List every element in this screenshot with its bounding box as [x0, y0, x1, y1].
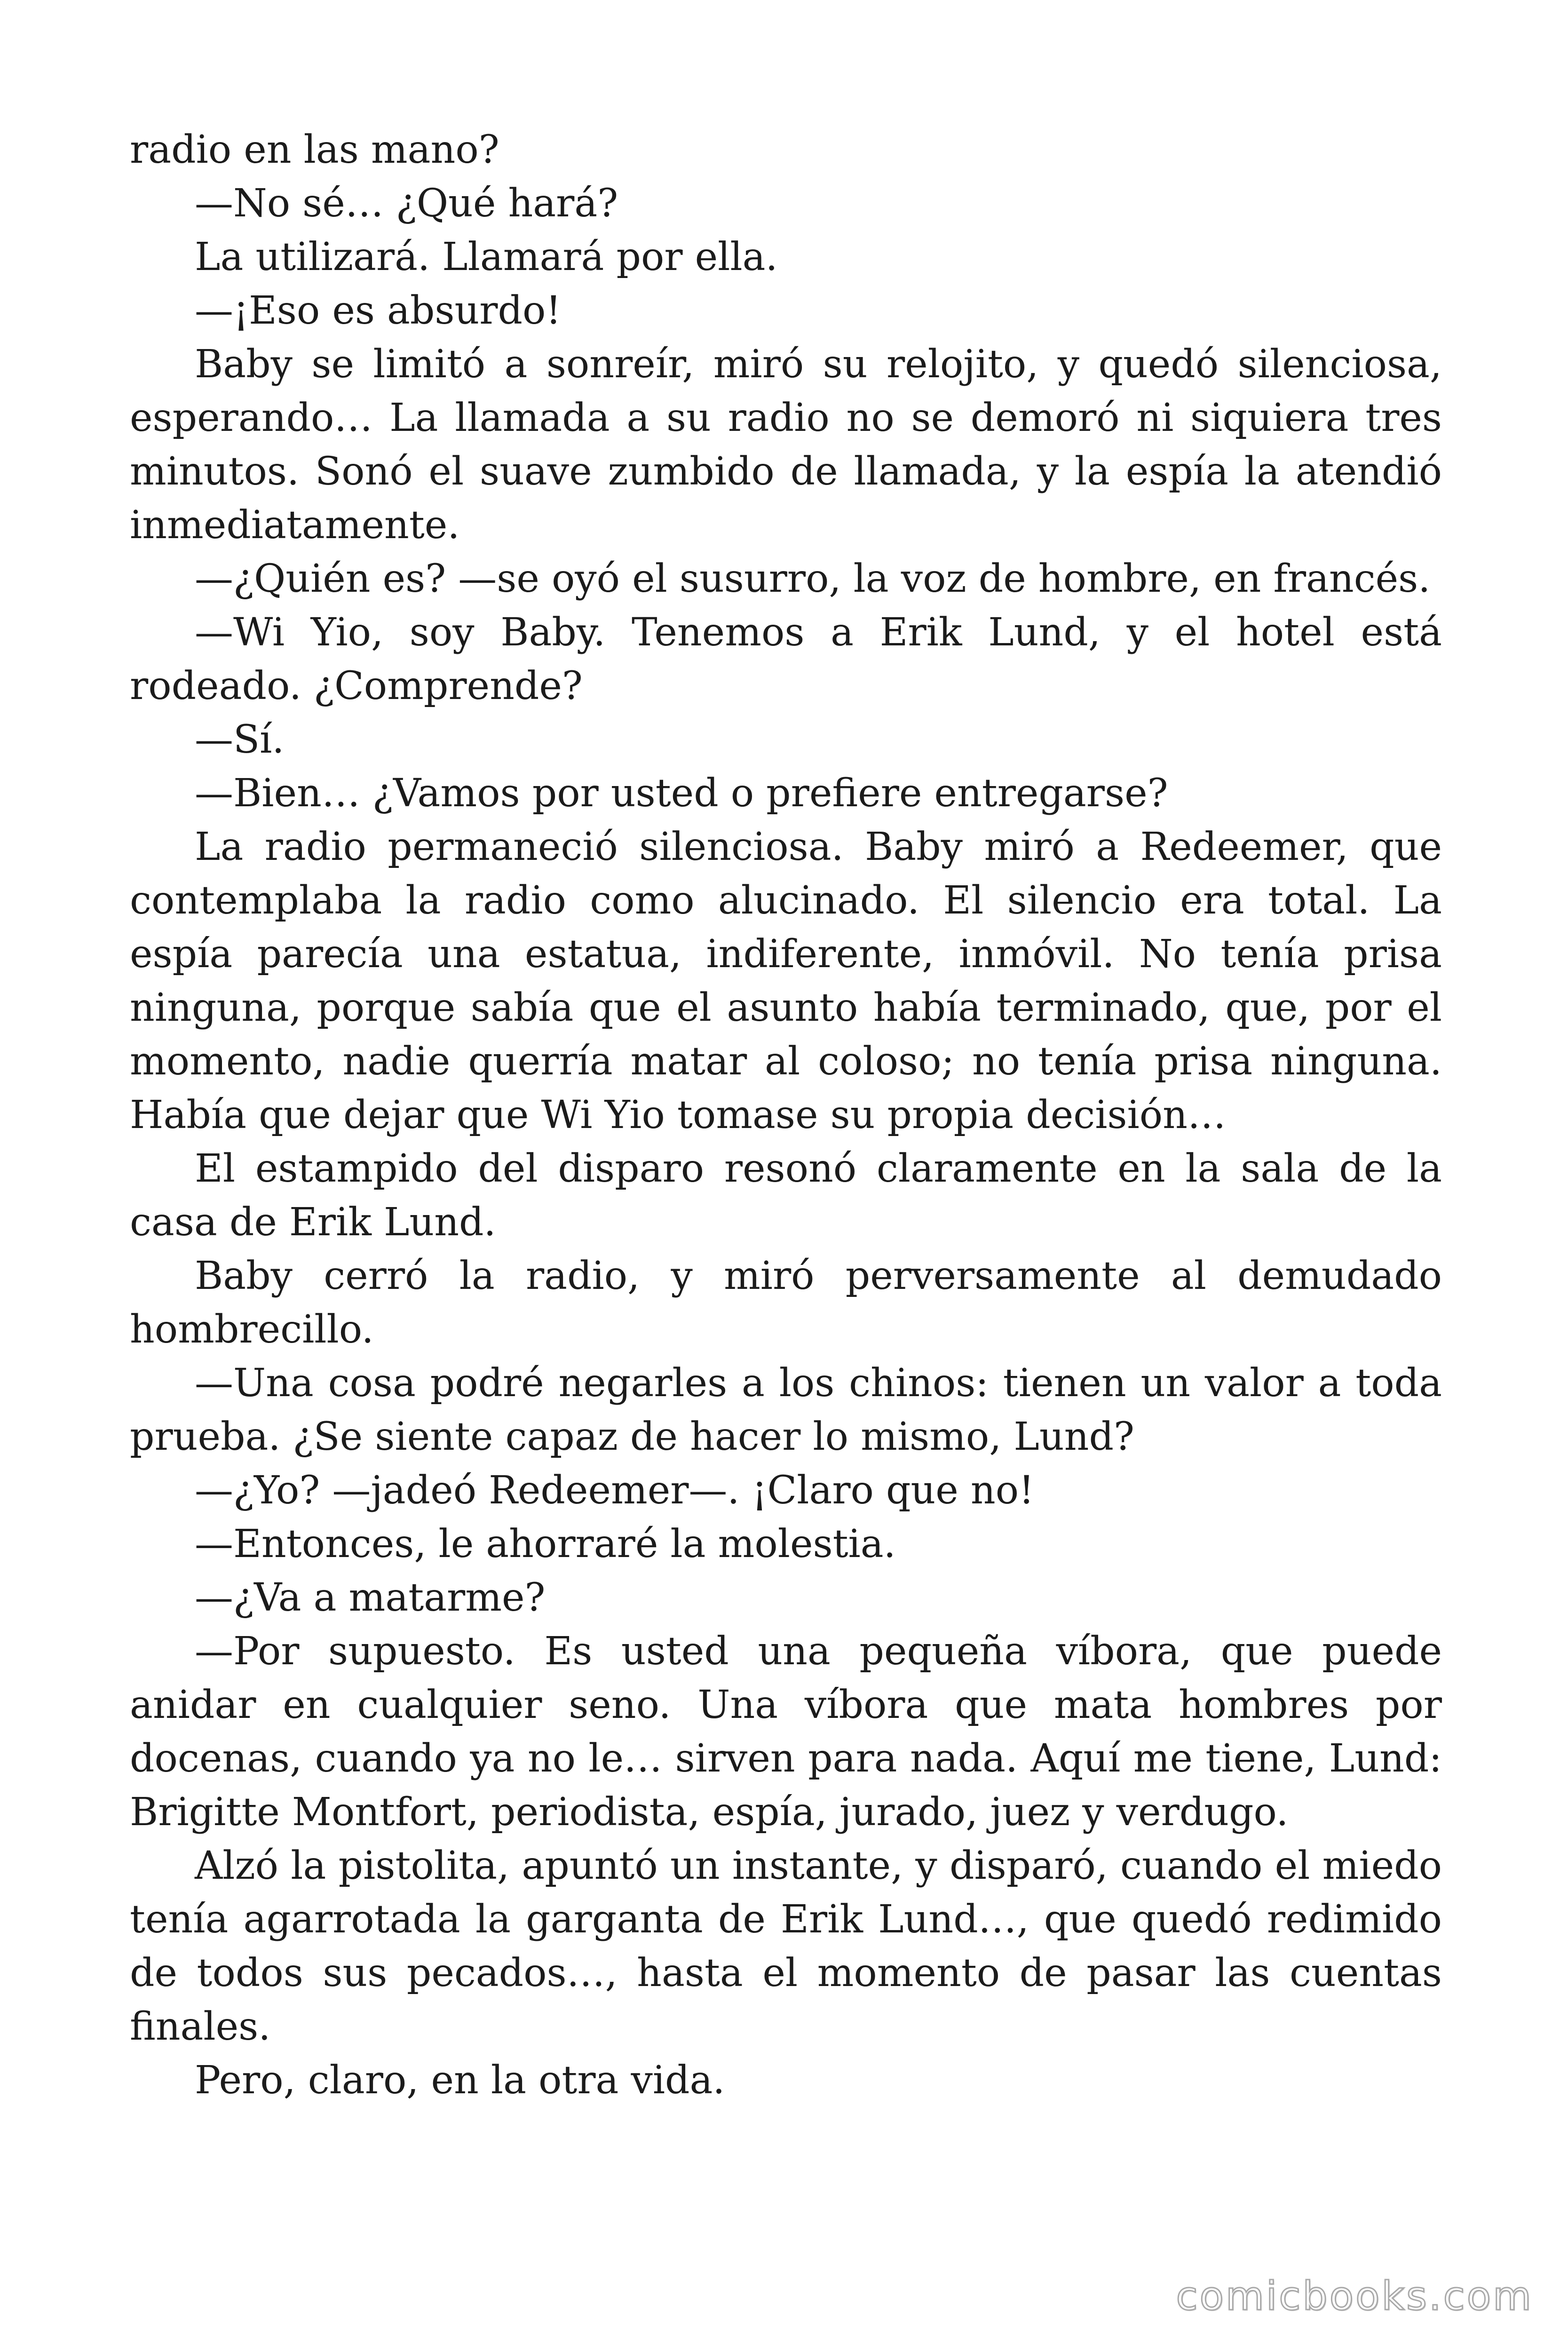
paragraph: El estampido del disparo resonó claramente en la sala de la casa de Erik Lund.: [130, 1146, 1442, 1245]
paragraph: —Entonces, le ahorraré la molestia.: [195, 1522, 896, 1566]
paragraph: Alzó la pistolita, apuntó un instante, y disparó, cuando el miedo tenía agarrotada la garganta de Erik Lund…, que quedó redimido de todos sus pecados…, hasta el momento de pasar las cuentas finales.: [130, 1843, 1442, 2049]
paragraph: —Wi Yio, soy Baby. Tenemos a Erik Lund, y el hotel está rodeado. ¿Comprende?: [130, 610, 1442, 708]
paragraph: La radio permaneció silenciosa. Baby miró a Redeemer, que contemplaba la radio como alucinado. El silencio era total. La espía parecía una estatua, indiferente, inmóvil. No tenía prisa ninguna, porque sabía que el asunto había terminado, que, por el momento, nadie querría matar al coloso; no tenía prisa ninguna. Había que dejar que Wi Yio tomase su propia decisión…: [130, 825, 1442, 1137]
paragraph: —No sé… ¿Qué hará?: [195, 181, 618, 226]
paragraph: La utilizará. Llamará por ella.: [195, 235, 778, 279]
paragraph: —Sí.: [195, 717, 285, 762]
paragraph: Pero, claro, en la otra vida.: [195, 2058, 725, 2103]
watermark: comicbooks.com: [1176, 2273, 1533, 2319]
page-body: [130, 123, 1442, 2107]
paragraph: —¿Quién es? —se oyó el susurro, la voz de hombre, en francés.: [195, 556, 1431, 601]
paragraph: —Bien… ¿Vamos por usted o prefiere entregarse?: [195, 771, 1168, 816]
paragraph: —¡Eso es absurdo!: [195, 288, 562, 333]
paragraph: —Una cosa podré negarles a los chinos: tienen un valor a toda prueba. ¿Se siente capaz de hacer lo mismo, Lund?: [130, 1361, 1442, 1459]
paragraph: —Por supuesto. Es usted una pequeña víbora, que puede anidar en cualquier seno. Una víbora que mata hombres por docenas, cuando ya no le… sirven para nada. Aquí me tiene, Lund: Brigitte Montfort, periodista, espía, jurado, juez y verdugo.: [130, 1629, 1442, 1835]
paragraph: —¿Va a matarme?: [195, 1575, 546, 1620]
paragraph: —¿Yo? —jadeó Redeemer—. ¡Claro que no!: [195, 1468, 1035, 1513]
paragraph: radio en las mano?: [130, 127, 499, 172]
paragraph: Baby se limitó a sonreír, miró su relojito, y quedó silenciosa, esperando… La llamada a su radio no se demoró ni siquiera tres minutos. Sonó el suave zumbido de llamada, y la espía la atendió inmediatamente.: [130, 342, 1442, 548]
paragraph: Baby cerró la radio, y miró perversamente al demudado hombrecillo.: [130, 1254, 1442, 1352]
